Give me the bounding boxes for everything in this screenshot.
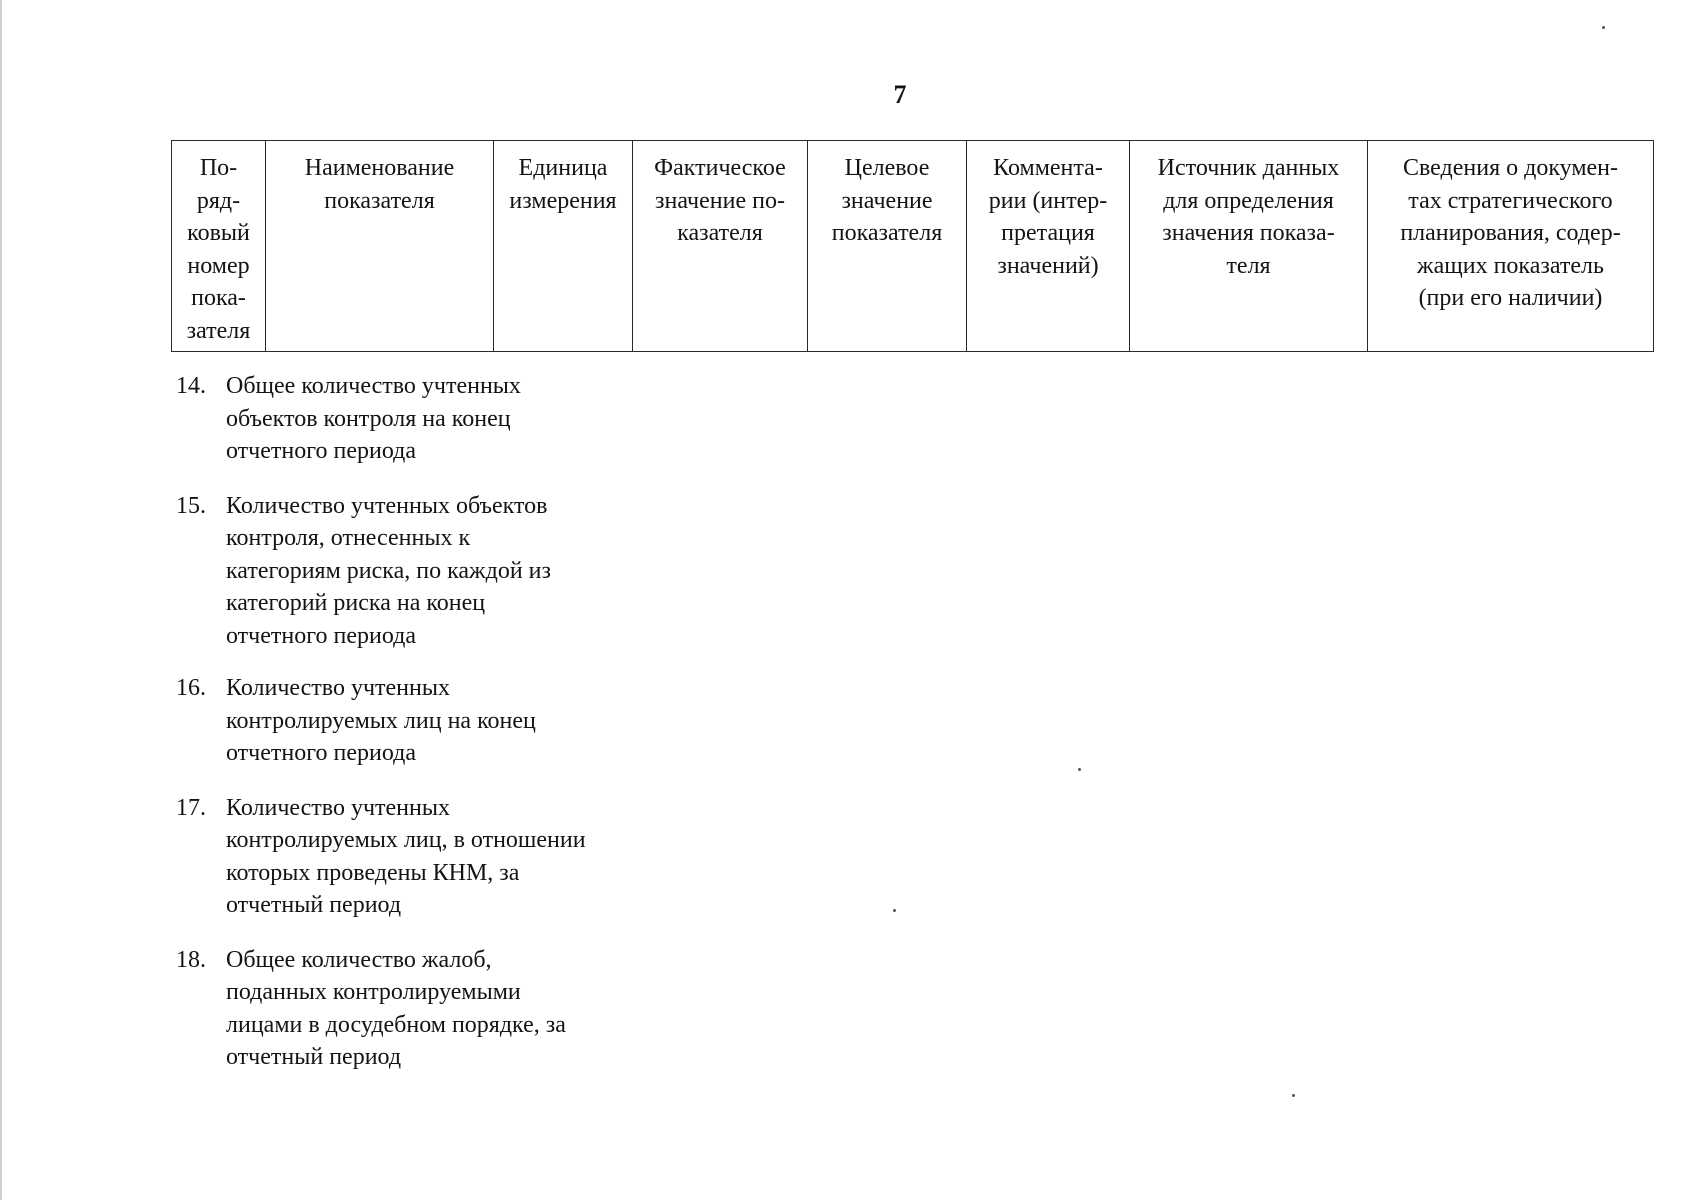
indicator-rows <box>176 370 696 1096</box>
column-header-target-value: Целевое значение показателя <box>808 141 967 352</box>
indicators-table <box>171 140 1654 352</box>
row-number: 17. <box>176 794 206 821</box>
scan-page-edge <box>0 0 2 1200</box>
row-indicator-name: Количество учтенных контролируемых лиц на конец отчетного периода <box>226 675 536 766</box>
column-header-unit: Единица измерения <box>494 141 633 352</box>
row-indicator-name: Количество учтенных объектов контроля, отнесенных к категориям риска, по каждой из категорий риска на конец отчетного периода <box>226 492 551 649</box>
column-header-comments: Коммента- рии (интер- претация значений) <box>967 141 1130 352</box>
column-header-strategic-documents: Сведения о докумен- тах стратегического планирования, содер- жащих показатель (при его наличии) <box>1368 141 1654 352</box>
table-row <box>176 792 696 922</box>
scan-speck <box>893 909 896 912</box>
row-indicator-name: Общее количество жалоб, поданных контролируемыми лицами в досудебном порядке, за отчетный период <box>226 946 566 1070</box>
scan-speck <box>1292 1094 1295 1097</box>
column-header-actual-value: Фактическое значение по- казателя <box>633 141 808 352</box>
scan-speck <box>1602 26 1605 29</box>
row-number: 16. <box>176 675 206 701</box>
page-number: 7 <box>893 80 907 109</box>
table-row <box>176 944 696 1074</box>
table-row <box>176 672 696 770</box>
row-indicator-name: Количество учтенных контролируемых лиц, в отношении которых проведены КНМ, за отчетный период <box>226 794 586 918</box>
table-row <box>176 490 696 653</box>
table-row <box>176 370 696 468</box>
row-number: 18. <box>176 946 206 973</box>
scan-speck <box>1078 768 1081 771</box>
column-header-indicator-name: Наименование показателя <box>266 141 494 352</box>
row-number: 15. <box>176 492 206 519</box>
row-indicator-name: Общее количество учтенных объектов контроля на конец отчетного периода <box>226 373 521 464</box>
column-header-number: По- ряд- ковый номер пока- зателя <box>172 141 266 352</box>
table-header-row <box>172 141 1654 352</box>
column-header-data-source: Источник данных для определения значения показа- теля <box>1130 141 1368 352</box>
row-number: 14. <box>176 373 206 399</box>
